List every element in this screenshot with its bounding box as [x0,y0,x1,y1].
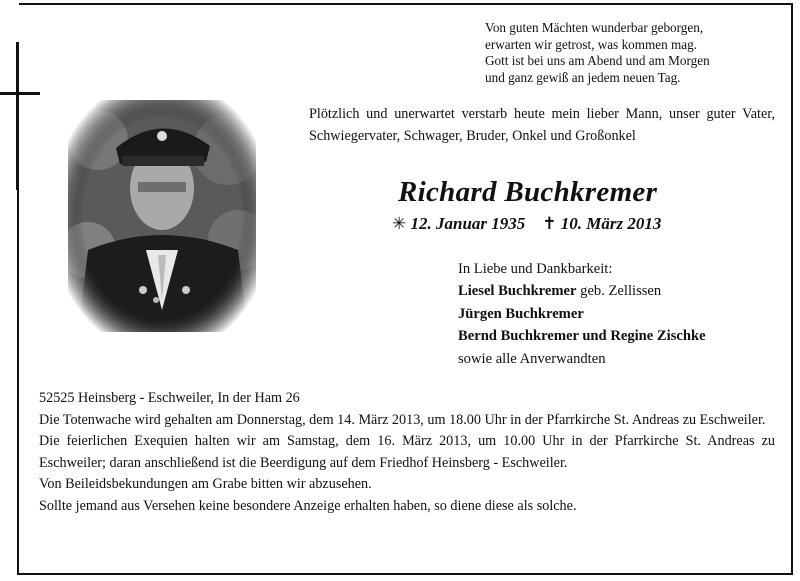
mourner-maiden-name: geb. Zellissen [576,283,662,300]
condolences-note: Von Beileidsbekundungen am Grabe bitten wir abzusehen. [39,476,372,493]
cross-icon-vertical [16,42,19,190]
mourner-line: sowie alle Anverwandten [458,350,606,367]
mourner-line [458,280,706,302]
funeral-info: Die feierlichen Exequien halten wir am Samstag, dem 16. März 2013, um 10.00 Uhr in der Pfarrkirche St. Andreas zu Eschweiler; daran anschließend ist die Beerdigung auf dem Friedhof Heinsberg - Eschweiler. [39,433,775,471]
verse-line: Von guten Mächten wunderbar geborgen, [485,20,704,35]
portrait-illustration [68,100,256,332]
wake-info: Die Totenwache wird gehalten am Donnerstag, dem 14. März 2013, um 18.00 Uhr in der Pfarrkirche St. Andreas zu Eschweiler. [39,411,766,428]
star-icon: ✳ [392,214,407,233]
mourners-intro: In Liebe und Dankbarkeit: [458,261,613,277]
life-dates [392,214,661,234]
death-date: 10. März 2013 [560,214,662,233]
verse-line: erwarten wir getrost, was kommen mag. [485,36,698,52]
deceased-name: Richard Buchkremer [398,176,658,208]
memorial-verse [485,20,785,86]
portrait-photo [68,100,256,332]
mourner-line [458,303,706,325]
mourner-name: Jürgen Buchkremer [458,305,584,322]
mourners-list [458,258,706,370]
mourner-name: Liesel Buchkremer [458,283,577,300]
mourner-line [458,325,706,347]
notice-note: Sollte jemand aus Versehen keine besondere Anzeige erhalten haben, so diene diese als solche. [39,497,577,514]
cross-icon-horizontal [0,92,40,95]
death-announcement: Plötzlich und unerwartet verstarb heute mein lieber Mann, unser guter Vater, Schwiegervater, Schwager, Bruder, Onkel und Großonkel [309,106,775,144]
mourner-name: Bernd Buchkremer und Regine Zischke [458,328,706,345]
birth-date: 12. Januar 1935 [410,214,526,233]
cross-icon: ✝ [542,214,557,233]
address: 52525 Heinsberg - Eschweiler, In der Ham 26 [39,390,300,406]
service-details [39,388,775,518]
verse-line: Gott ist bei uns am Abend und am Morgen [485,53,710,69]
verse-line: und ganz gewiß an jedem neuen Tag. [485,69,681,85]
cross-gap [16,0,19,42]
